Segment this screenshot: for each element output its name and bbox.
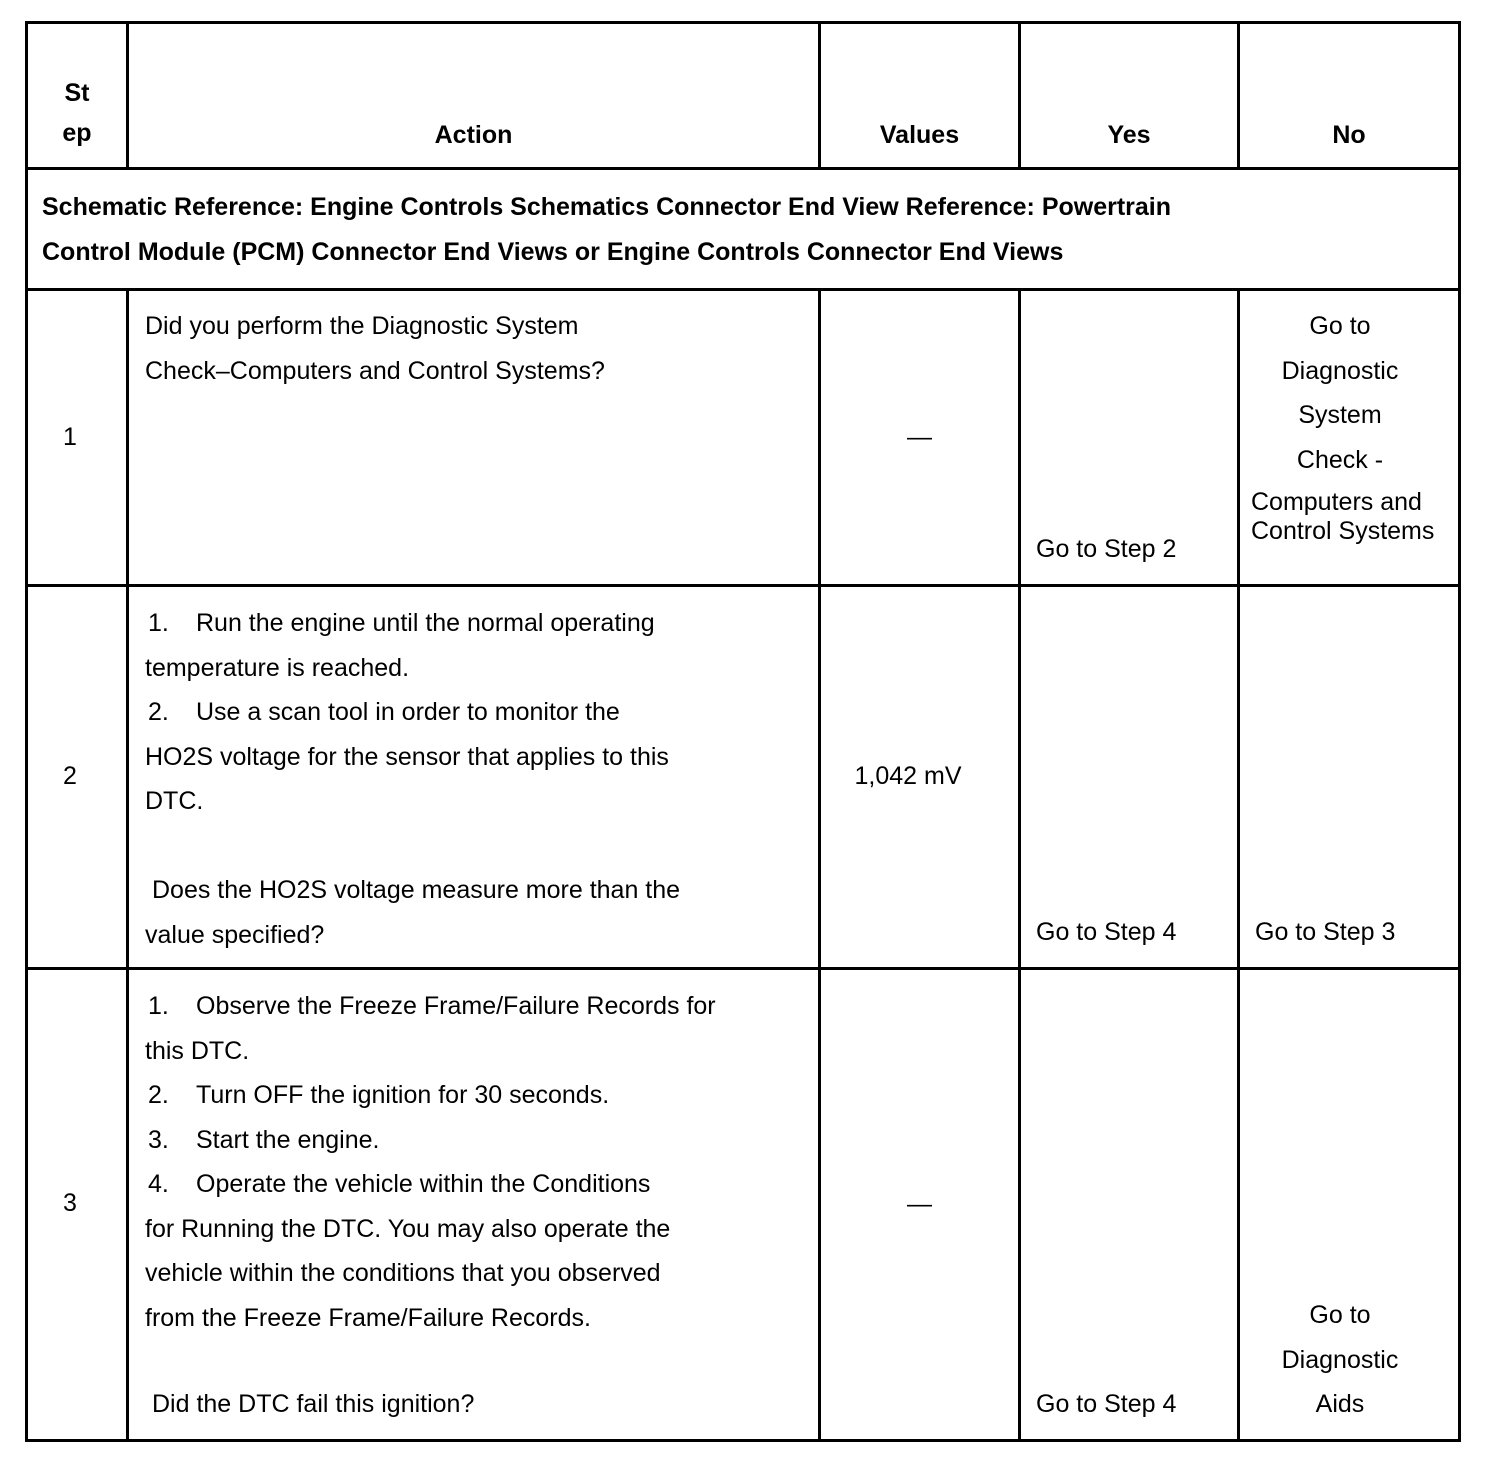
border-top — [25, 21, 1461, 24]
row3-question: Did the DTC fail this ignition? — [152, 1390, 475, 1418]
header-step: St ep — [62, 79, 92, 147]
border-row1-bottom — [25, 584, 1461, 587]
row3-step: 3 — [63, 1189, 77, 1217]
row3-no: Go to Diagnostic Aids — [1281, 1301, 1399, 1418]
row3-item-1: 1. Observe the Freeze Frame/Failure Records for — [148, 992, 716, 1020]
row1-no: Go to Diagnostic System Check - — [1281, 312, 1399, 474]
header-action: Action — [434, 121, 513, 149]
row1-yes: Go to Step 2 — [1036, 535, 1177, 563]
row1-step: 1 — [63, 423, 77, 451]
row3-action: 1. Observe the Freeze Frame/Failure Records for this DTC. 2. Turn OFF the ignition for 30 seconds. 3. Start the engine. 4. Operate the vehicle within the Conditions for Running the DTC. You may also operate the vehicle within the conditions that you observed from the Freeze Frame/Failure Records. — [145, 984, 716, 1385]
border-header-bottom — [25, 167, 1461, 170]
row3-item-2: 2. Turn OFF the ignition for 30 seconds. — [148, 1081, 610, 1109]
col-divider-values-body — [1018, 288, 1021, 1442]
border-reference-bottom — [25, 288, 1461, 291]
row2-item-1: 1. Run the engine until the normal operating — [148, 609, 655, 637]
border-row2-bottom — [25, 967, 1461, 970]
row2-no: Go to Step 3 — [1255, 918, 1396, 946]
row2-step: 2 — [63, 762, 77, 790]
border-left — [25, 21, 28, 1442]
border-right — [1458, 21, 1461, 1442]
row1-no-continued: Computers and Control Systems — [1251, 488, 1435, 545]
header-values: Values — [879, 121, 960, 149]
schematic-reference: Schematic Reference: Engine Controls Schematics Connector End View Reference: Powertrain Control Module (PCM) Connector End Views or Engine Controls Connector End Views — [42, 193, 1172, 266]
row3-yes: Go to Step 4 — [1036, 1390, 1177, 1418]
row3-item-4: 4. Operate the vehicle within the Conditions — [148, 1170, 651, 1198]
row3-value: — — [907, 1190, 932, 1218]
row1-action: Did you perform the Diagnostic System Check–Computers and Control Systems? — [145, 312, 605, 385]
border-bottom — [25, 1439, 1461, 1442]
header-no: No — [1332, 121, 1366, 149]
row2-action: 1. Run the engine until the normal operating temperature is reached. 2. Use a scan tool in order to monitor the HO2S voltage for the sensor that applies to this DTC. Does the HO2S voltage measure more than the value specified? — [145, 601, 680, 957]
row1-value: — — [907, 423, 932, 451]
row2-item-2: 2. Use a scan tool in order to monitor the — [148, 698, 620, 726]
header-yes: Yes — [1107, 121, 1151, 149]
col-divider-action-body — [818, 288, 821, 1442]
diagnostic-table — [25, 21, 1461, 1441]
col-divider-step-body — [126, 288, 129, 1442]
row2-value: 1,042 mV — [854, 762, 962, 790]
row2-yes: Go to Step 4 — [1036, 918, 1177, 946]
row3-item-3: 3. Start the engine. — [148, 1125, 380, 1154]
